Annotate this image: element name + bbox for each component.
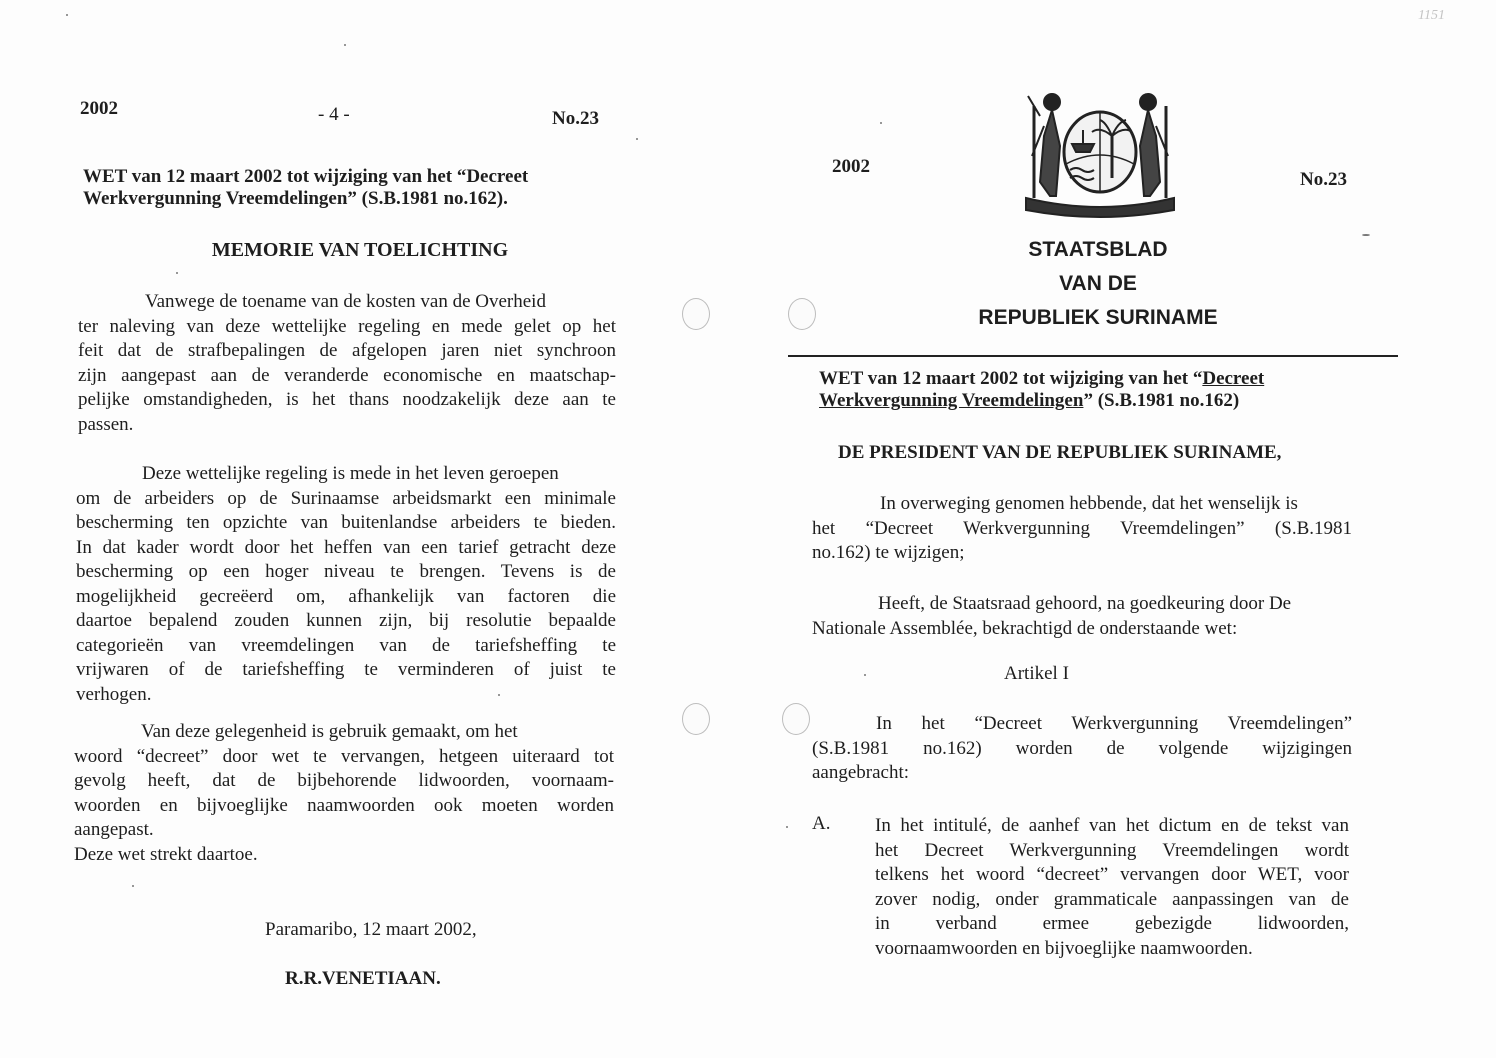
text-line: passen. bbox=[78, 413, 134, 435]
left-page-number: - 4 - bbox=[318, 104, 350, 125]
coat-of-arms-emblem bbox=[1020, 86, 1180, 222]
text-line: pelijke omstandigheden, is het thans noodzakelijk deze aan te bbox=[78, 389, 616, 410]
right-law-title bbox=[819, 368, 1379, 412]
left-paragraph-2 bbox=[76, 462, 616, 707]
text-line: zover nodig, onder grammaticale aanpassingen van de bbox=[875, 888, 1349, 910]
right-paragraph-2 bbox=[812, 592, 1352, 641]
text-line: gevolg heeft, dat de bijbehorende lidwoorden, voornaam- bbox=[74, 770, 614, 791]
text-line: bescherming op een hoger niveau te brengen. Tevens is de bbox=[76, 561, 616, 582]
text-line: ter naleving van deze wettelijke regeling en mede gelet op het bbox=[78, 315, 616, 337]
text-line: woord “decreet” door wet te vervangen, hetgeen uiteraard tot bbox=[74, 745, 614, 767]
left-paragraph-1 bbox=[78, 290, 616, 437]
scan-speck bbox=[176, 272, 178, 274]
masthead-van-de: VAN DE bbox=[1059, 272, 1137, 295]
text-line: in verband ermee gebezigde lidwoorden, bbox=[875, 913, 1349, 934]
text-line: In overweging genomen hebbende, dat het wenselijk is bbox=[880, 493, 1298, 514]
scan-speck bbox=[66, 14, 68, 16]
left-law-title bbox=[83, 166, 623, 210]
text-line: bescherming ten opzichte van buitenlandse arbeiders te bieden. bbox=[76, 512, 616, 533]
text-line: aangepast. bbox=[74, 819, 154, 840]
text-line: Deze wettelijke regeling is mede in het leven geroepen bbox=[142, 463, 559, 484]
text-line: zijn aangepast aan de veranderde economische en maatschap- bbox=[78, 364, 616, 386]
signature-name: R.R.VENETIAAN. bbox=[285, 968, 441, 989]
punch-hole bbox=[682, 298, 710, 330]
corner-pencil-mark: 1151 bbox=[1418, 8, 1445, 23]
item-a-label: A. bbox=[812, 813, 831, 834]
left-paragraph-3 bbox=[74, 720, 614, 843]
text-line: (S.B.1981 no.162) worden de volgende wijzigingen bbox=[812, 737, 1352, 759]
right-page bbox=[748, 0, 1496, 1058]
text-line: In het “Decreet Werkvergunning Vreemdelingen” bbox=[876, 713, 1352, 734]
text-line: verhogen. bbox=[76, 683, 152, 705]
title-underlined-werkvergunning: Werkvergunning Vreemdelingen bbox=[819, 390, 1084, 411]
scan-speck bbox=[498, 694, 500, 696]
item-a-text bbox=[875, 814, 1349, 961]
text-line: daartoe bepalend zouden kunnen zijn, bij resolutie bepaalde bbox=[76, 610, 616, 631]
punch-hole bbox=[682, 703, 710, 735]
left-number: No.23 bbox=[552, 108, 599, 129]
left-title-line2: Werkvergunning Vreemdelingen” (S.B.1981 no.162). bbox=[83, 188, 508, 209]
title-prefix: WET van 12 maart 2002 tot wijziging van het “ bbox=[819, 368, 1203, 389]
right-year: 2002 bbox=[832, 156, 870, 177]
text-line: In dat kader wordt door het heffen van een tarief getracht deze bbox=[76, 536, 616, 558]
text-line: feit dat de strafbepalingen de afgelopen jaren niet synchroon bbox=[78, 340, 616, 361]
president-heading: DE PRESIDENT VAN DE REPUBLIEK SURINAME, bbox=[838, 442, 1282, 463]
place-and-date: Paramaribo, 12 maart 2002, bbox=[265, 919, 477, 940]
left-year: 2002 bbox=[80, 98, 118, 119]
text-line: vrijwaren of de tariefsheffing te verminderen of juist te bbox=[76, 659, 616, 680]
text-line: aangebracht: bbox=[812, 762, 910, 783]
scan-speck bbox=[344, 44, 346, 46]
title-suffix: ” (S.B.1981 no.162) bbox=[1083, 390, 1240, 411]
scan-speck bbox=[864, 674, 866, 676]
left-title-line1: WET van 12 maart 2002 tot wijziging van het “Decreet bbox=[83, 166, 529, 187]
scan-speck bbox=[1362, 234, 1370, 236]
text-line: categorieën van vreemdelingen van de tariefsheffing te bbox=[76, 634, 616, 656]
punch-hole bbox=[788, 298, 816, 330]
text-line: no.162) te wijzigen; bbox=[812, 542, 965, 563]
right-paragraph-1 bbox=[812, 492, 1352, 566]
masthead-republiek: REPUBLIEK SURINAME bbox=[978, 306, 1218, 329]
text-line: mogelijkheid gecreëerd om, afhankelijk van factoren die bbox=[76, 585, 616, 607]
scan-speck bbox=[786, 826, 788, 828]
text-line: In het intitulé, de aanhef van het dictum en de tekst van bbox=[875, 815, 1349, 836]
punch-hole bbox=[782, 703, 810, 735]
left-closing-line: Deze wet strekt daartoe. bbox=[74, 844, 258, 865]
text-line: Heeft, de Staatsraad gehoord, na goedkeuring door De bbox=[878, 593, 1292, 614]
scan-speck bbox=[880, 122, 882, 124]
article-heading: Artikel I bbox=[1004, 663, 1069, 684]
text-line: voornaamwoorden en bijvoeglijke naamwoorden. bbox=[875, 937, 1253, 959]
text-line: het “Decreet Werkvergunning Vreemdelingen” (S.B.1981 bbox=[812, 517, 1352, 539]
title-underlined-decreet: Decreet bbox=[1202, 368, 1265, 389]
text-line: het Decreet Werkvergunning Vreemdelingen wordt bbox=[875, 839, 1349, 861]
scan-speck bbox=[132, 885, 134, 887]
text-line: Vanwege de toename van de kosten van de Overheid bbox=[145, 291, 546, 312]
memorie-heading: MEMORIE VAN TOELICHTING bbox=[211, 239, 509, 261]
text-line: woorden en bijvoeglijke naamwoorden ook moeten worden bbox=[74, 794, 614, 816]
masthead-staatsblad: STAATSBLAD bbox=[1028, 238, 1168, 261]
text-line: telkens het woord “decreet” vervangen door WET, voor bbox=[875, 864, 1349, 885]
text-line: Nationale Assemblée, bekrachtigd de onderstaande wet: bbox=[812, 617, 1238, 639]
right-paragraph-3 bbox=[812, 712, 1352, 786]
text-line: om de arbeiders op de Surinaamse arbeidsmarkt een minimale bbox=[76, 487, 616, 509]
scan-speck bbox=[636, 138, 638, 140]
text-line: Van deze gelegenheid is gebruik gemaakt, om het bbox=[141, 721, 518, 742]
right-number: No.23 bbox=[1300, 169, 1347, 190]
masthead-rule bbox=[788, 355, 1398, 357]
